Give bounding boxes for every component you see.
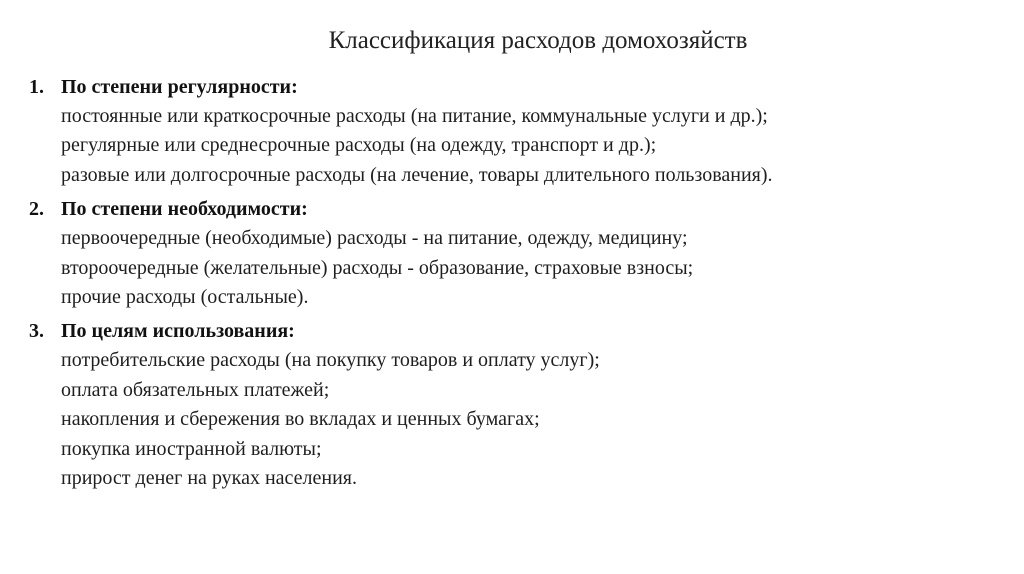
section-heading (29, 73, 773, 102)
section-purpose (29, 317, 773, 493)
list-item: прочие расходы (остальные). (61, 286, 309, 309)
list-item: оплата обязательных платежей; (61, 378, 330, 401)
list-item: покупка иностранной валюты; (61, 437, 322, 460)
section-title: По степени необходимости: (61, 198, 308, 221)
list-item: разовые или долгосрочные расходы (на лечение, товары длительного пользования). (61, 163, 773, 186)
list-item: постоянные или краткосрочные расходы (на питание, коммунальные услуги и др.); (61, 105, 768, 127)
list-item: прирост денег на руках населения. (61, 467, 358, 490)
list-item: первоочередные (необходимые) расходы - на питание, одежду, медицину; (61, 227, 688, 250)
list-item: регулярные или среднесрочные расходы (на одежду, транспорт и др.); (61, 134, 657, 157)
section-regularity (29, 73, 773, 190)
section-title: По степени регулярности: (61, 76, 298, 98)
list-item: потребительские расходы (на покупку товаров и оплату услуг); (61, 349, 600, 372)
section-necessity (29, 195, 773, 312)
section-items (29, 102, 773, 190)
section-title: По целям использования: (61, 320, 295, 343)
section-heading (29, 195, 773, 224)
slide-title: Классификация расходов домохозяйств (328, 27, 748, 54)
section-items (29, 346, 773, 493)
section-number: 3. (29, 320, 44, 343)
list-item: второочередные (желательные) расходы - образование, страховые взносы; (61, 256, 694, 279)
section-heading (29, 317, 773, 346)
section-number: 1. (29, 76, 44, 98)
section-items (29, 224, 773, 312)
section-number: 2. (29, 198, 44, 221)
list-item: накопления и сбережения во вкладах и ценных бумагах; (61, 408, 540, 431)
classification-list (29, 73, 773, 498)
